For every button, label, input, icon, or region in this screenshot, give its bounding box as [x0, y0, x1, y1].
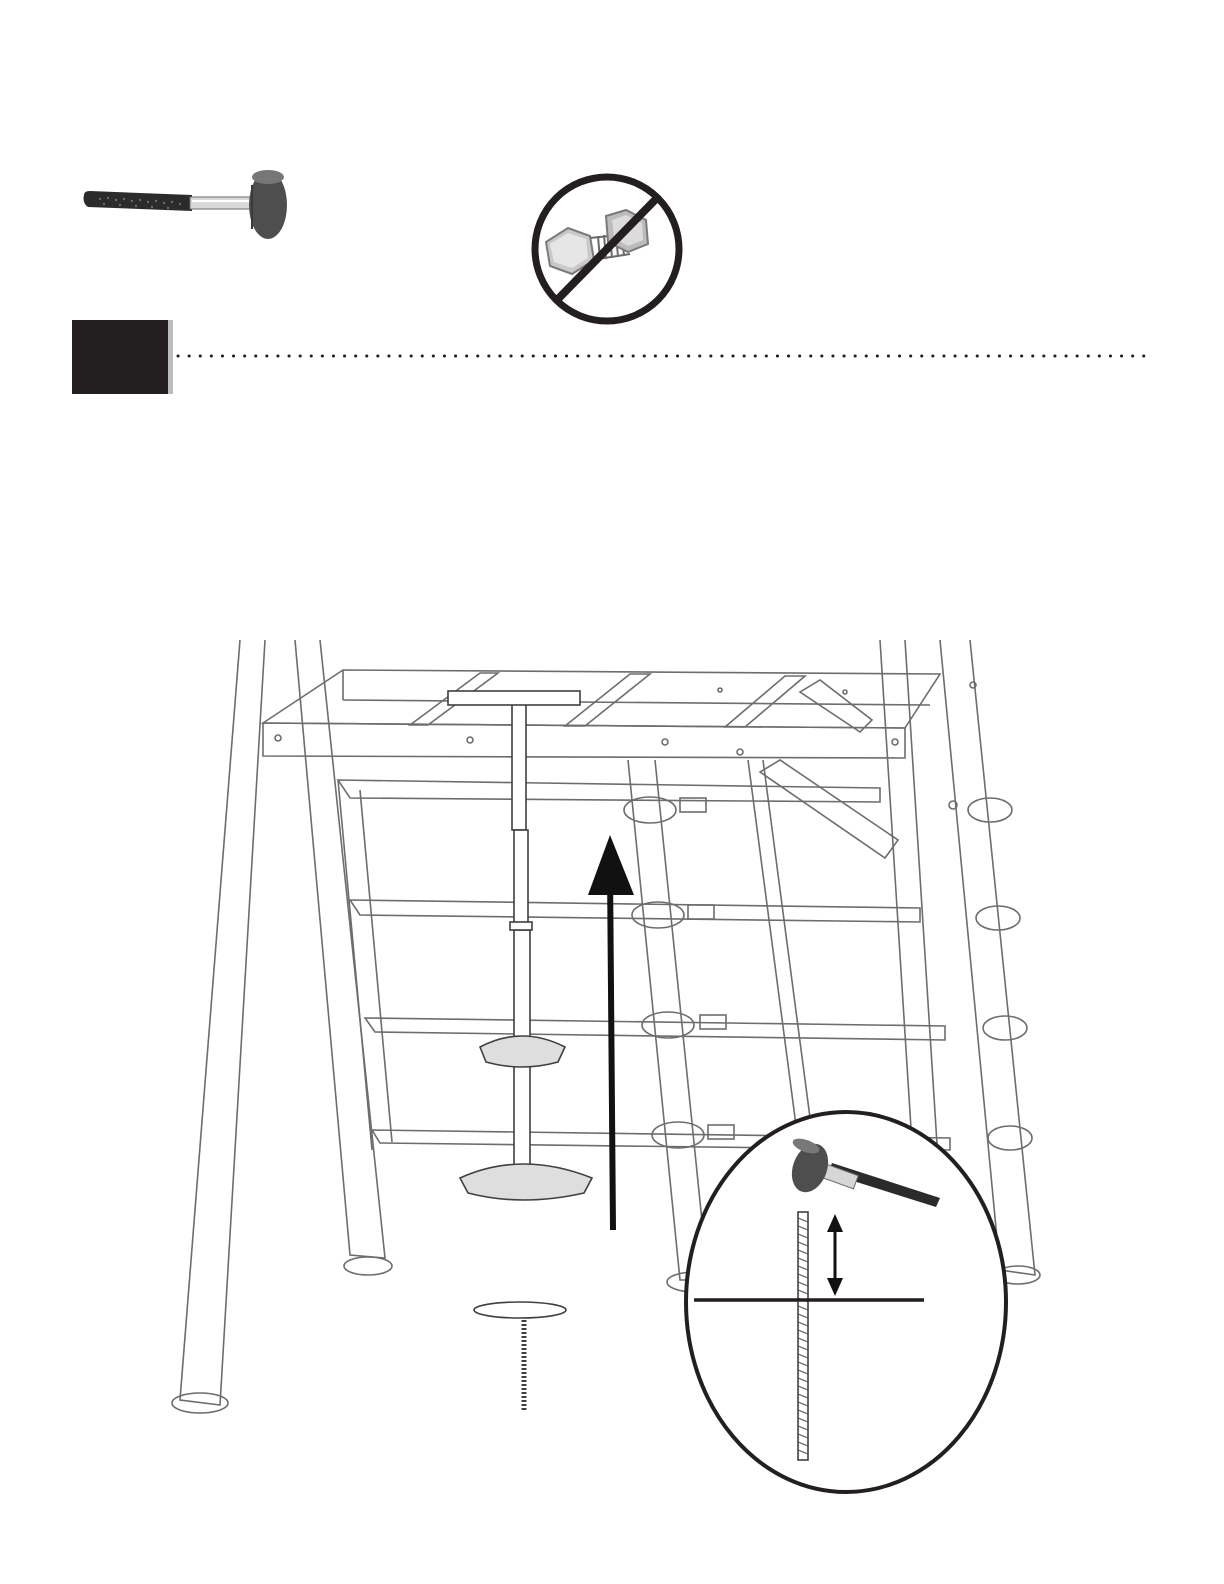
step-number-badge	[72, 320, 168, 394]
deck-top	[263, 670, 940, 728]
do-not-tighten-bolts-icon	[528, 172, 686, 326]
rubber-mallet-icon	[80, 165, 295, 245]
step-dotted-rule	[176, 352, 1146, 360]
lift-direction-arrow	[588, 835, 634, 1230]
deck-front-beam	[263, 723, 905, 758]
step-number	[72, 320, 168, 394]
left-rear-leg	[295, 640, 385, 1258]
detail-callout	[682, 1108, 1010, 1496]
left-front-leg	[180, 640, 265, 1405]
